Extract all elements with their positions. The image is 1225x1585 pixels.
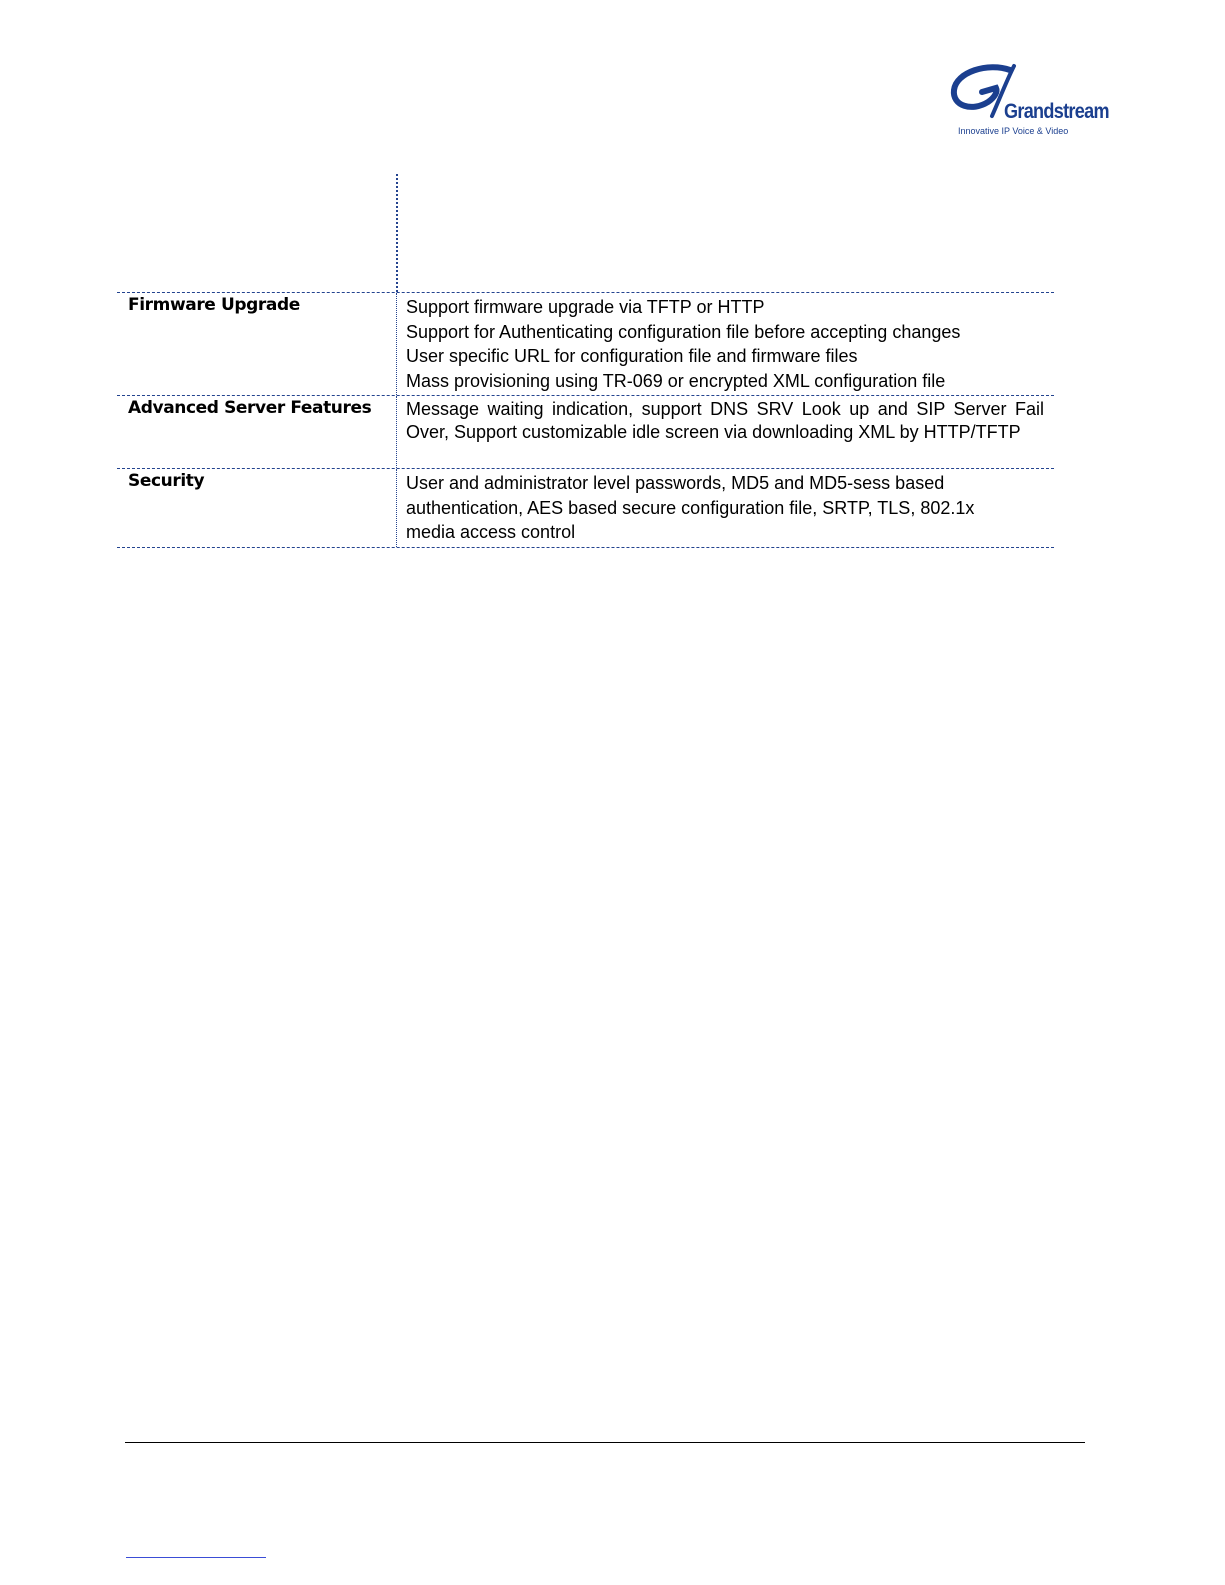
value-line: authentication, AES based secure configuration file, SRTP, TLS, 802.1x — [406, 497, 975, 518]
logo-tagline: Innovative IP Voice & Video — [958, 126, 1069, 136]
value-line: Support firmware upgrade via TFTP or HTTP — [406, 297, 765, 317]
column-divider — [396, 174, 398, 292]
row-value — [397, 396, 1054, 468]
footer-divider — [125, 1442, 1085, 1443]
footer-link-underline[interactable] — [126, 1557, 266, 1558]
table-row-advanced-server-features — [117, 395, 1054, 468]
table-row-firmware-upgrade — [117, 292, 1054, 395]
table-row-security — [117, 468, 1054, 548]
row-label: Firmware Upgrade — [117, 293, 397, 395]
row-label: Security — [117, 469, 397, 547]
row-label: Advanced Server Features — [117, 396, 397, 468]
value-line: media access control — [406, 522, 576, 543]
row-value — [397, 469, 1054, 547]
value-line: User specific URL for configuration file and firmware files — [406, 346, 858, 367]
logo-brand-text: Grandstream — [1004, 100, 1109, 123]
row-value — [397, 293, 1054, 395]
value-line: User and administrator level passwords, MD5 and MD5-sess based — [406, 473, 945, 493]
value-line: Support for Authenticating configuration file before accepting changes — [406, 321, 961, 342]
value-line: Mass provisioning using TR-069 or encrypted XML configuration file — [406, 371, 946, 392]
value-paragraph: Message waiting indication, support DNS SRV Look up and SIP Server Fail Over, Support customizable idle screen via downloading XML by HTTP/TFTP — [406, 399, 1044, 442]
spec-table — [117, 292, 1054, 548]
